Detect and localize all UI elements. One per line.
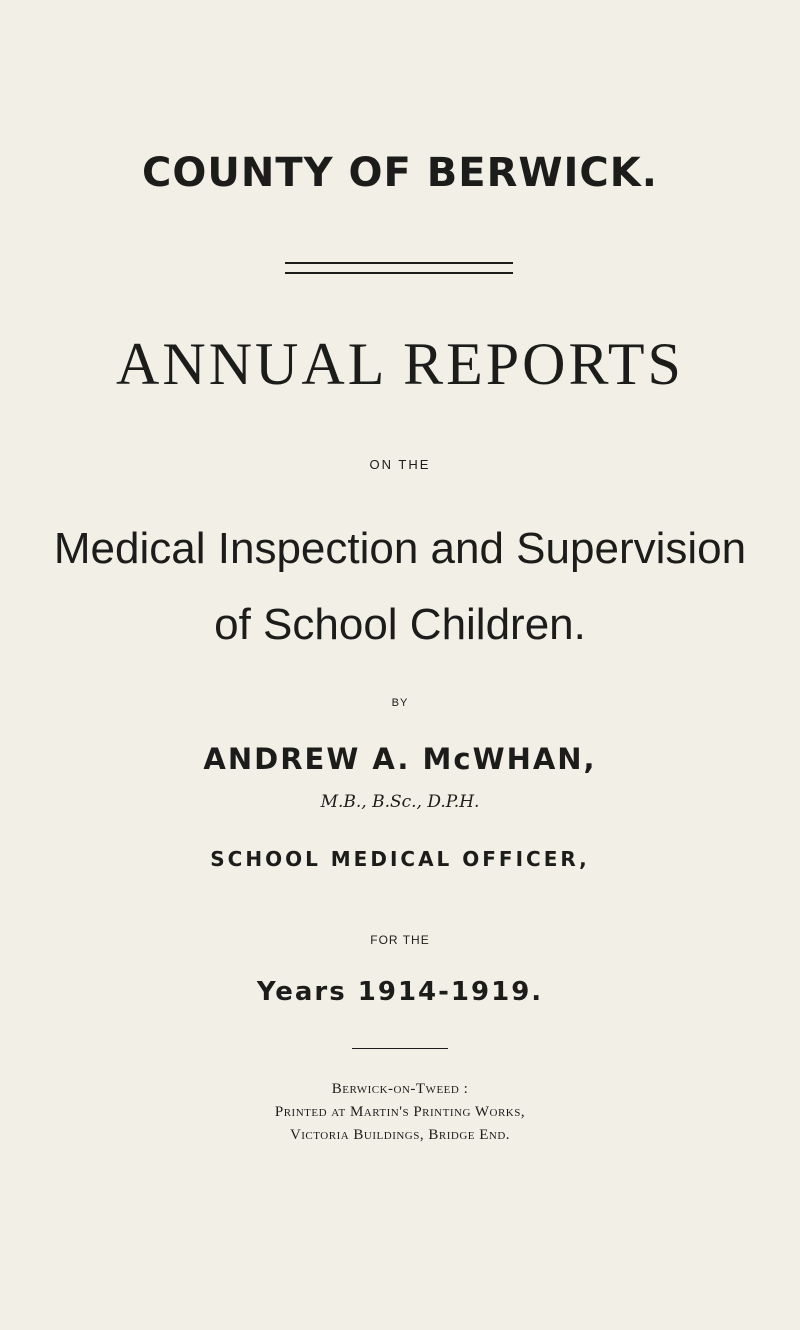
double-rule-bottom bbox=[285, 272, 513, 274]
report-title: ANNUAL REPORTS bbox=[116, 331, 684, 397]
imprint-line-2: Printed at Martin's Printing Works, bbox=[274, 1104, 526, 1120]
on-the-label: ON THE bbox=[369, 457, 431, 472]
years-range: Years 1914-1919. bbox=[256, 977, 544, 1007]
author-role: SCHOOL MEDICAL OFFICER, bbox=[210, 847, 590, 871]
author-qualifications: M.B., B.Sc., D.P.H. bbox=[320, 792, 480, 812]
author-name: ANDREW A. McWHAN, bbox=[203, 742, 597, 776]
subject-line-2: of School Children. bbox=[214, 600, 586, 649]
imprint-line-1: Berwick-on-Tweed : bbox=[331, 1081, 469, 1097]
county-heading: COUNTY OF BERWICK. bbox=[142, 150, 658, 196]
for-the-label: FOR THE bbox=[370, 933, 430, 947]
double-rule-top bbox=[285, 262, 513, 264]
subject-line-1: Medical Inspection and Supervision bbox=[53, 524, 747, 573]
by-label: BY bbox=[391, 697, 409, 709]
separator-rule bbox=[352, 1048, 448, 1049]
imprint-line-3: Victoria Buildings, Bridge End. bbox=[289, 1127, 511, 1143]
